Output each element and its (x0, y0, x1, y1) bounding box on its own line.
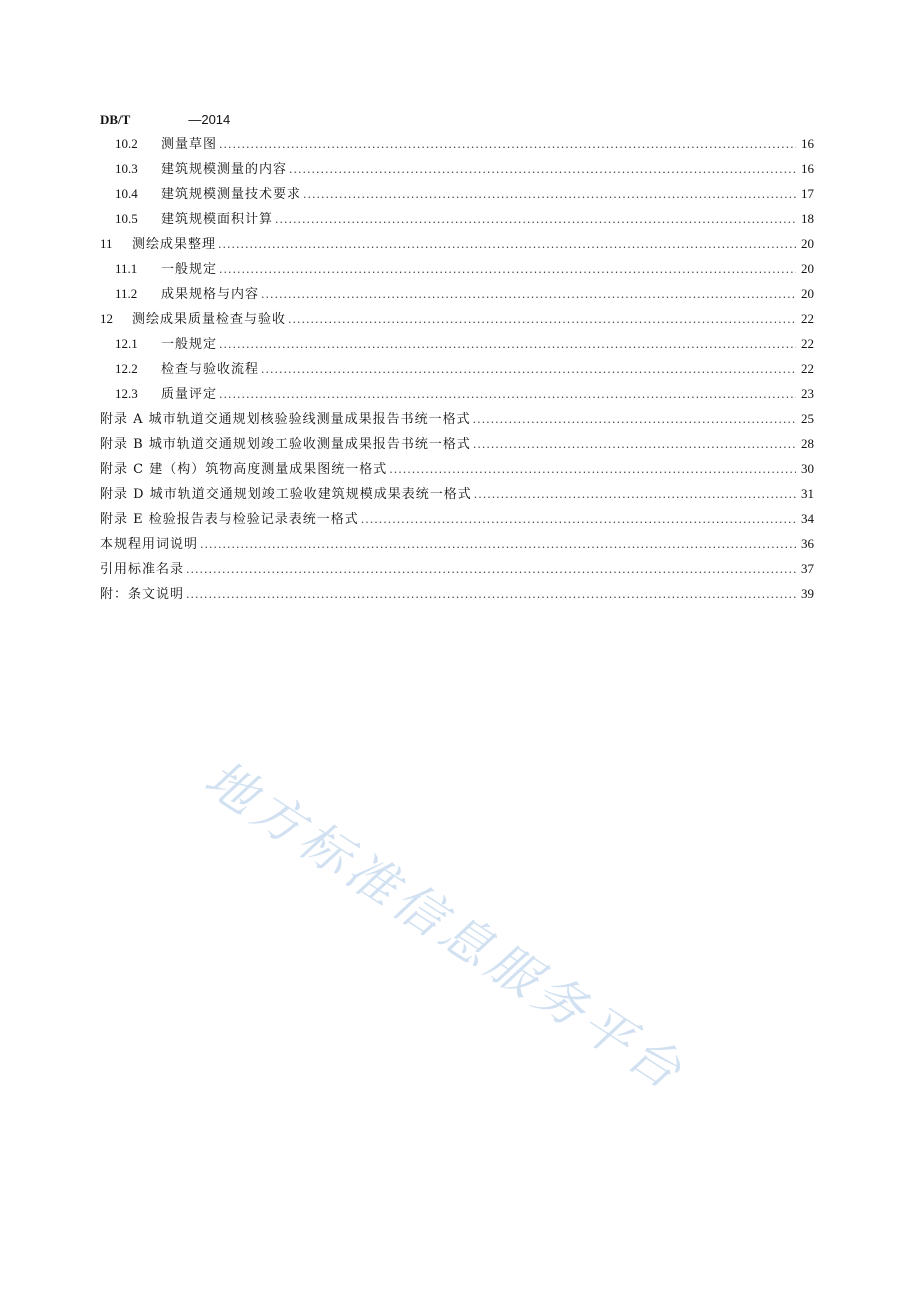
table-of-contents (100, 131, 814, 606)
toc-entry-title: 建筑规模测量技术要求 (161, 187, 302, 202)
toc-entry-page: 28 (801, 436, 814, 451)
toc-entry-number: 10.3 (115, 161, 138, 176)
toc-entry-title: 本规程用词说明 (100, 537, 199, 552)
dot-leader (219, 382, 796, 407)
toc-entry-title: 质量评定 (161, 387, 218, 402)
dot-leader (473, 407, 796, 432)
dot-leader (361, 507, 796, 532)
toc-entry-page: 34 (801, 511, 814, 526)
toc-entry-number: 10.2 (115, 136, 138, 151)
toc-entry-page: 16 (801, 161, 814, 176)
toc-entry[interactable] (100, 581, 814, 606)
toc-entry-page: 20 (801, 286, 814, 301)
toc-entry[interactable] (100, 531, 814, 556)
toc-entry-page: 23 (801, 386, 814, 401)
dot-leader (186, 557, 796, 582)
toc-entry[interactable] (100, 456, 814, 481)
toc-entry-page: 37 (801, 561, 814, 576)
toc-entry-title: 附录 C 建（构）筑物高度测量成果图统一格式 (100, 462, 388, 477)
toc-entry-title: 附：条文说明 (100, 587, 185, 602)
document-header (100, 110, 230, 131)
toc-entry[interactable] (100, 556, 814, 581)
dot-leader (218, 232, 796, 257)
toc-entry-page: 25 (801, 411, 814, 426)
dot-leader (219, 257, 796, 282)
toc-entry-number: 11.1 (115, 261, 138, 276)
toc-entry-number: 12.1 (115, 336, 138, 351)
dot-leader (303, 182, 796, 207)
toc-entry-title: 检查与验收流程 (161, 362, 260, 377)
toc-entry[interactable] (100, 431, 814, 456)
toc-entry-title: 成果规格与内容 (161, 287, 260, 302)
toc-entry-page: 20 (801, 236, 814, 251)
standard-year: —2014 (188, 112, 231, 127)
dot-leader (261, 357, 796, 382)
toc-entry-page: 30 (801, 461, 814, 476)
dot-leader (473, 432, 796, 457)
toc-entry-number: 12.3 (115, 386, 138, 401)
dot-leader (186, 582, 796, 607)
toc-entry-number: 10.5 (115, 211, 138, 226)
toc-entry-page: 22 (801, 336, 814, 351)
toc-entry-number: 11 (100, 236, 113, 251)
toc-entry[interactable] (100, 231, 814, 256)
toc-entry-page: 36 (801, 536, 814, 551)
toc-entry-title: 附录 B 城市轨道交通规划竣工验收测量成果报告书统一格式 (100, 437, 471, 452)
toc-entry-page: 22 (801, 361, 814, 376)
toc-entry-page: 39 (801, 586, 814, 601)
toc-entry[interactable] (100, 331, 814, 356)
toc-entry-title: 测绘成果整理 (132, 237, 217, 252)
toc-entry[interactable] (100, 156, 814, 181)
toc-entry-title: 附录 E 检验报告表与检验记录表统一格式 (100, 512, 359, 527)
watermark: 地方标准信息服务平台 (194, 749, 696, 1103)
dot-leader (289, 157, 796, 182)
toc-entry-title: 测绘成果质量检查与验收 (132, 312, 287, 327)
standard-code: DB/T (100, 112, 131, 127)
dot-leader (219, 332, 796, 357)
toc-entry[interactable] (100, 381, 814, 406)
toc-entry-title: 引用标准名录 (100, 562, 185, 577)
toc-entry[interactable] (100, 256, 814, 281)
dot-leader (288, 307, 796, 332)
toc-entry-page: 17 (801, 186, 814, 201)
toc-entry-page: 20 (801, 261, 814, 276)
toc-entry-page: 22 (801, 311, 814, 326)
toc-entry-number: 12.2 (115, 361, 138, 376)
dot-leader (219, 132, 796, 157)
toc-entry[interactable] (100, 406, 814, 431)
dot-leader (261, 282, 796, 307)
dot-leader (275, 207, 796, 232)
toc-entry-title: 附录 A 城市轨道交通规划核验验线测量成果报告书统一格式 (100, 412, 471, 427)
toc-entry-title: 附录 D 城市轨道交通规划竣工验收建筑规模成果表统一格式 (100, 487, 472, 502)
toc-entry-title: 建筑规模测量的内容 (161, 162, 288, 177)
toc-entry-number: 12 (100, 311, 113, 326)
toc-entry[interactable] (100, 481, 814, 506)
toc-entry-title: 测量草图 (161, 137, 218, 152)
toc-entry-page: 16 (801, 136, 814, 151)
toc-entry-title: 一般规定 (161, 337, 218, 352)
toc-entry-page: 18 (801, 211, 814, 226)
toc-entry[interactable] (100, 356, 814, 381)
toc-entry-number: 10.4 (115, 186, 138, 201)
toc-entry-page: 31 (801, 486, 814, 501)
dot-leader (474, 482, 796, 507)
toc-entry[interactable] (100, 181, 814, 206)
toc-entry[interactable] (100, 131, 814, 156)
toc-entry-number: 11.2 (115, 286, 138, 301)
toc-entry[interactable] (100, 506, 814, 531)
dot-leader (200, 532, 796, 557)
toc-entry[interactable] (100, 281, 814, 306)
toc-entry-title: 建筑规模面积计算 (161, 212, 274, 227)
toc-entry-title: 一般规定 (161, 262, 218, 277)
dot-leader (389, 457, 796, 482)
toc-entry[interactable] (100, 306, 814, 331)
toc-entry[interactable] (100, 206, 814, 231)
